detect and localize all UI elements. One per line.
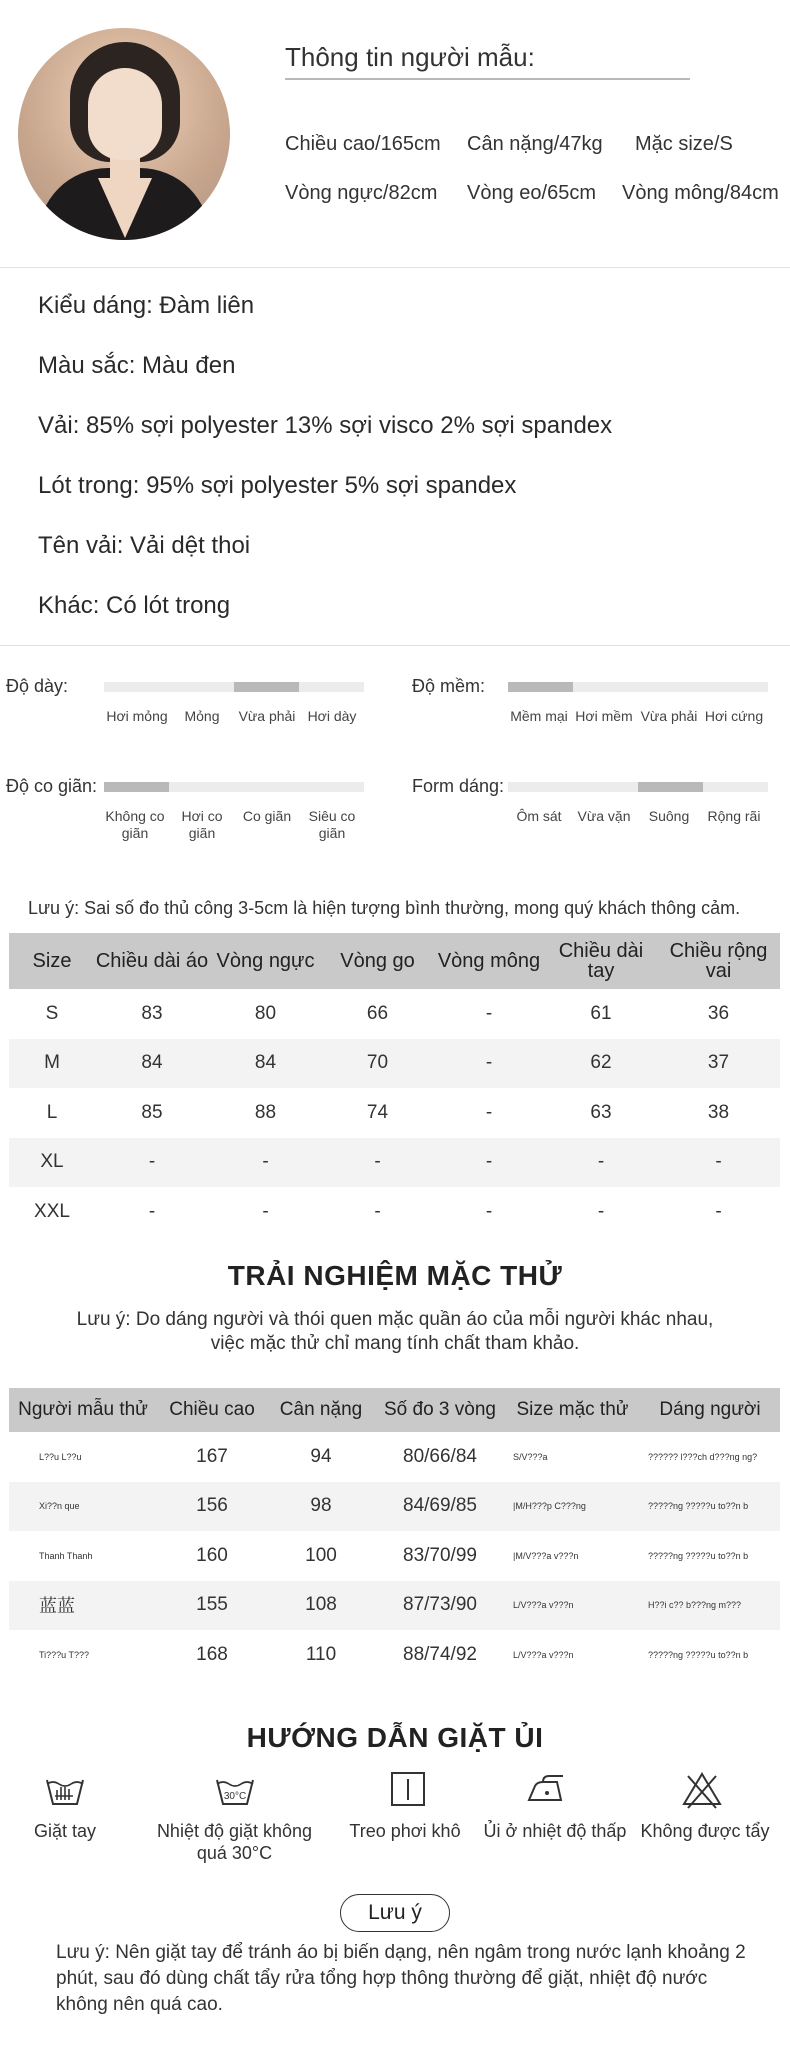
size-cell: 37	[657, 1039, 780, 1089]
tryon-cell: L/V???a v???n	[505, 1630, 640, 1680]
scale-selected-fill	[638, 782, 703, 792]
thickness-label: Độ dày:	[6, 676, 69, 696]
column-header: Chiều cao	[157, 1388, 267, 1432]
size-cell: 62	[545, 1039, 657, 1089]
size-cell: -	[657, 1187, 780, 1237]
size-row	[9, 1138, 780, 1188]
thickness-option: Hơi mỏng	[106, 708, 168, 724]
size-row	[9, 1187, 780, 1237]
tryon-cell: Ti???u T???	[9, 1630, 157, 1680]
size-row	[9, 1088, 780, 1138]
stretch-option: Không co giãn	[105, 808, 165, 841]
tryon-cell: 156	[157, 1482, 267, 1532]
size-cell: XL	[9, 1138, 95, 1188]
column-header: Dáng người	[640, 1388, 780, 1432]
size-row	[9, 989, 780, 1039]
size-cell: -	[545, 1138, 657, 1188]
scale-selected-fill	[234, 682, 299, 692]
size-cell: 38	[657, 1088, 780, 1138]
size-cell: 66	[322, 989, 433, 1039]
tryon-cell: 83/70/99	[375, 1531, 505, 1581]
size-cell: -	[95, 1138, 209, 1188]
tryon-cell: 80/66/84	[375, 1432, 505, 1482]
care-note-pill: Lưu ý	[340, 1894, 450, 1932]
size-cell: -	[209, 1138, 322, 1188]
size-cell: S	[9, 989, 95, 1039]
tryon-table	[9, 1388, 780, 1680]
size-cell: 84	[95, 1039, 209, 1089]
softness-label: Độ mềm:	[412, 676, 486, 696]
tryon-cell: Thanh Thanh	[9, 1531, 157, 1581]
fit-option: Vừa vặn	[577, 808, 631, 824]
care-label-no-bleach: Không được tẩy	[640, 1821, 770, 1841]
tryon-cell: ?????ng ?????u to??n b	[640, 1531, 780, 1581]
column-header: Số đo 3 vòng	[375, 1388, 505, 1432]
model-height: Chiều cao/165cm	[285, 133, 441, 155]
hand-wash-icon	[43, 1770, 87, 1810]
size-cell: L	[9, 1088, 95, 1138]
size-cell: -	[322, 1138, 433, 1188]
tryon-title: TRẢI NGHIỆM MẶC THỬ	[227, 1260, 563, 1291]
care-label-drip-dry: Treo phơi khô	[349, 1821, 461, 1841]
size-table	[9, 933, 780, 1237]
attr-fabric-name: Tên vải: Vải dệt thoi	[38, 532, 251, 559]
thickness-option: Hơi dày	[307, 708, 357, 724]
softness-scale	[508, 682, 768, 692]
care-label-hand-wash: Giặt tay	[33, 1821, 97, 1841]
column-header: Cân nặng	[267, 1388, 375, 1432]
softness-option: Hơi cứng	[704, 708, 764, 724]
tryon-row	[9, 1432, 780, 1482]
softness-option: Vừa phải	[640, 708, 698, 724]
tryon-cell: 167	[157, 1432, 267, 1482]
care-label-wash-30: Nhiệt độ giặt không quá 30°C	[156, 1821, 313, 1863]
fit-option: Ôm sát	[516, 808, 562, 824]
scale-selected-fill	[104, 782, 169, 792]
size-cell: M	[9, 1039, 95, 1089]
iron-low-icon	[525, 1770, 569, 1810]
stretch-option: Co giãn	[242, 808, 292, 824]
tryon-table-header	[9, 1388, 780, 1432]
tryon-cell: ?????ng ?????u to??n b	[640, 1630, 780, 1680]
tryon-cell: 98	[267, 1482, 375, 1532]
divider	[0, 645, 790, 646]
size-table-header	[9, 933, 780, 989]
size-cell: -	[657, 1138, 780, 1188]
fit-option: Suông	[648, 808, 690, 824]
tryon-cell: Xi??n que	[9, 1482, 157, 1532]
no-bleach-icon	[680, 1770, 724, 1810]
size-cell: -	[209, 1187, 322, 1237]
column-header: Size	[9, 933, 95, 989]
column-header: Size mặc thử	[505, 1388, 640, 1432]
tryon-row	[9, 1581, 780, 1631]
size-cell: XXL	[9, 1187, 95, 1237]
column-header: Vòng go	[322, 933, 433, 989]
stretch-scale	[104, 782, 364, 792]
tryon-cell: H??i c?? b???ng m???	[640, 1581, 780, 1631]
model-size: Mặc size/S	[635, 133, 733, 155]
size-cell: -	[545, 1187, 657, 1237]
wash-30-icon	[213, 1770, 257, 1810]
size-cell: 63	[545, 1088, 657, 1138]
title-underline	[285, 78, 690, 80]
tryon-cell: 84/69/85	[375, 1482, 505, 1532]
tryon-cell: |M/H???p C???ng	[505, 1482, 640, 1532]
size-cell: 70	[322, 1039, 433, 1089]
column-header: Chiều dài áo	[95, 933, 209, 989]
model-weight: Cân nặng/47kg	[467, 133, 603, 155]
size-row	[9, 1039, 780, 1089]
care-label-iron-low: Ủi ở nhiệt độ thấp	[483, 1821, 627, 1841]
tryon-row	[9, 1482, 780, 1532]
column-header: Vòng mông	[433, 933, 545, 989]
thickness-option: Mỏng	[184, 708, 220, 724]
attr-fabric: Vải: 85% sợi polyester 13% sợi visco 2% sợi spandex	[38, 412, 613, 439]
tryon-cell: |M/V???a v???n	[505, 1531, 640, 1581]
size-cell: -	[433, 1138, 545, 1188]
divider	[0, 267, 790, 268]
tryon-note-line1: Lưu ý: Do dáng người và thói quen mặc quần áo của mỗi người khác nhau,	[76, 1309, 714, 1330]
size-cell: 61	[545, 989, 657, 1039]
tryon-cell: 88/74/92	[375, 1630, 505, 1680]
tryon-cell: 160	[157, 1531, 267, 1581]
column-header: Người mẫu thử	[9, 1388, 157, 1432]
size-cell: 36	[657, 989, 780, 1039]
model-avatar	[18, 28, 230, 240]
tryon-cell: L??u L??u	[9, 1432, 157, 1482]
tryon-cell: 94	[267, 1432, 375, 1482]
size-cell: 83	[95, 989, 209, 1039]
fit-label: Form dáng:	[412, 776, 505, 796]
tryon-cell: L/V???a v???n	[505, 1581, 640, 1631]
tryon-row	[9, 1531, 780, 1581]
size-cell: -	[433, 989, 545, 1039]
stretch-option: Hơi co giãn	[181, 808, 223, 841]
size-cell: 85	[95, 1088, 209, 1138]
tryon-cell: ?????ng ?????u to??n b	[640, 1482, 780, 1532]
thickness-option: Vừa phải	[238, 708, 296, 724]
drip-dry-icon	[386, 1770, 430, 1810]
tryon-cell: 155	[157, 1581, 267, 1631]
model-hip: Vòng mông/84cm	[622, 182, 779, 204]
tryon-cell: 110	[267, 1630, 375, 1680]
attr-color: Màu sắc: Màu đen	[38, 352, 236, 379]
care-title: HƯỚNG DẪN GIẶT ỦI	[246, 1722, 544, 1753]
tryon-cell: 168	[157, 1630, 267, 1680]
size-cell: -	[433, 1187, 545, 1237]
column-header: Vòng ngực	[209, 933, 322, 989]
tryon-row	[9, 1630, 780, 1680]
size-cell: 74	[322, 1088, 433, 1138]
wash-temp-text: 30°C	[223, 1791, 247, 1802]
size-cell: -	[433, 1088, 545, 1138]
model-info	[0, 0, 790, 265]
size-cell: -	[95, 1187, 209, 1237]
softness-option: Hơi mềm	[575, 708, 633, 724]
model-bust: Vòng ngực/82cm	[285, 182, 438, 204]
care-note-text: Lưu ý: Nên giặt tay để tránh áo bị biến dạng, nên ngâm trong nước lạnh khoảng 2 phút, sau đó dùng chất tẩy rửa tổng hợp thông thường để giặt, nhiệt độ nước không nên quá cao.	[56, 1942, 746, 2015]
thickness-scale	[104, 682, 364, 692]
tryon-cell: S/V???a	[505, 1432, 640, 1482]
stretch-option: Siêu co giãn	[308, 808, 356, 841]
tryon-cell: 108	[267, 1581, 375, 1631]
tryon-cell: 100	[267, 1531, 375, 1581]
size-cell: -	[433, 1039, 545, 1089]
model-info-title: Thông tin người mẫu:	[285, 42, 535, 72]
scale-selected-fill	[508, 682, 573, 692]
tryon-cell: 蓝蓝	[9, 1581, 157, 1631]
size-cell: -	[322, 1187, 433, 1237]
size-cell: 80	[209, 989, 322, 1039]
tryon-cell: 87/73/90	[375, 1581, 505, 1631]
stretch-label: Độ co giãn:	[6, 776, 98, 796]
attr-style: Kiểu dáng: Đàm liên	[38, 292, 255, 319]
attr-lining: Lót trong: 95% sợi polyester 5% sợi spandex	[38, 472, 517, 499]
model-waist: Vòng eo/65cm	[467, 182, 596, 204]
size-cell: 88	[209, 1088, 322, 1138]
measure-note: Lưu ý: Sai số đo thủ công 3-5cm là hiện tượng bình thường, mong quý khách thông cảm.	[28, 898, 741, 918]
softness-option: Mềm mại	[510, 708, 568, 724]
tryon-cell: ?????? l???ch d???ng ng?	[640, 1432, 780, 1482]
column-header: Chiều dài tay	[545, 933, 657, 989]
attr-other: Khác: Có lót trong	[38, 592, 231, 619]
fit-option: Rộng rãi	[707, 808, 761, 824]
tryon-note-line2: việc mặc thử chỉ mang tính chất tham khảo.	[210, 1333, 580, 1354]
fit-scale	[508, 782, 768, 792]
column-header: Chiều rộng vai	[657, 933, 780, 989]
size-cell: 84	[209, 1039, 322, 1089]
